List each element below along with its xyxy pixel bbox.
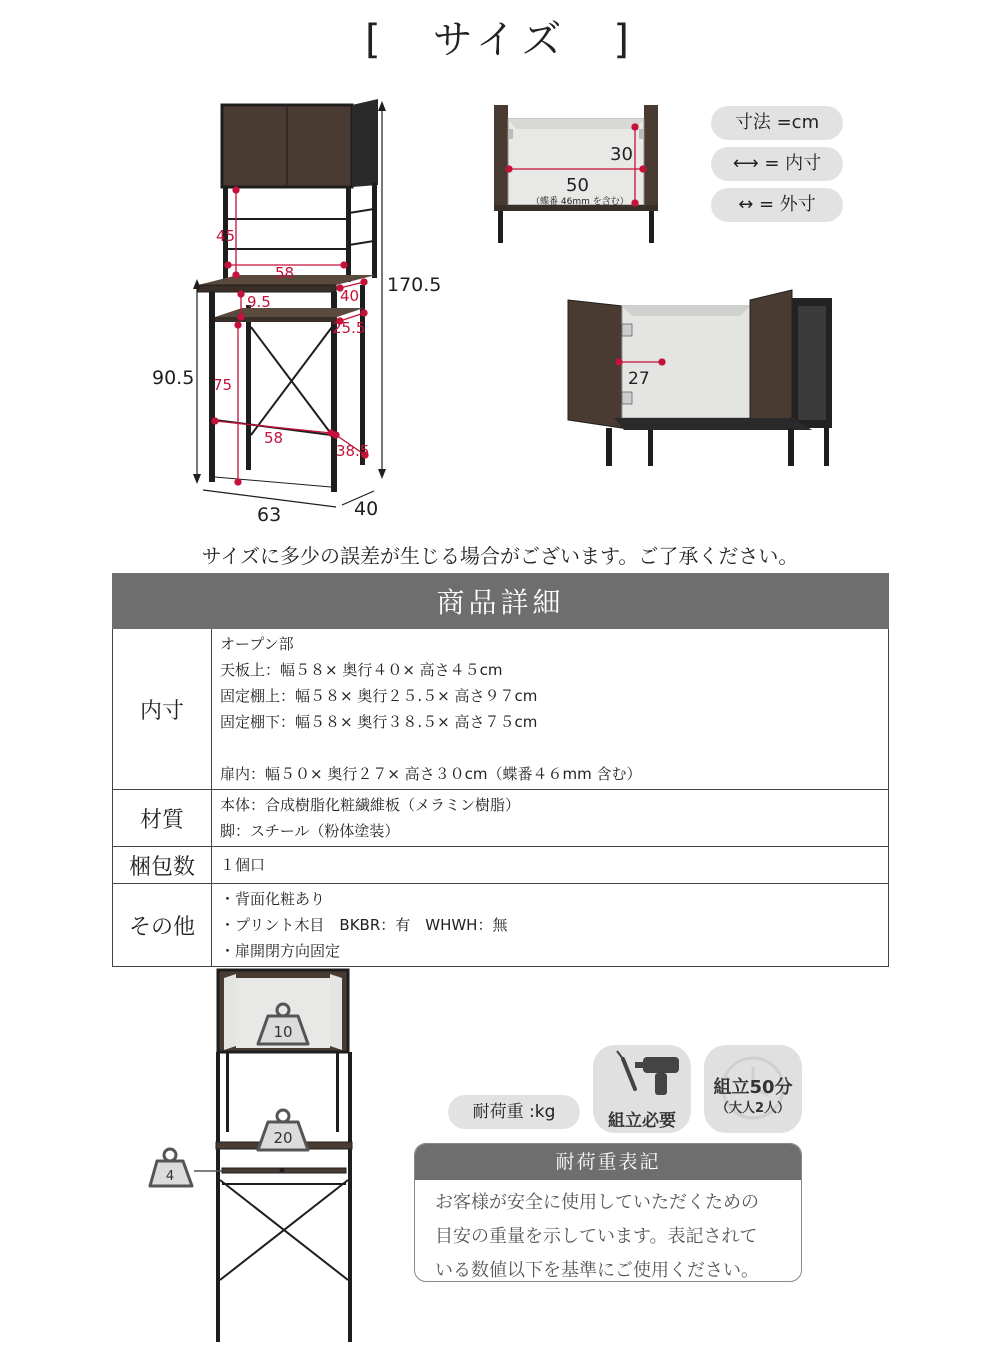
- spec-label: その他: [113, 884, 212, 967]
- spec-line: ・プリント木目 BKBR：有 WHWH：無: [220, 916, 508, 934]
- spec-line: オープン部: [220, 635, 294, 653]
- spec-label: 内寸: [113, 629, 212, 790]
- dim-open-height: 45: [216, 227, 236, 245]
- dim-shelf-gap: 9.5: [247, 293, 271, 311]
- legend-inner: ⟷ = 内寸: [711, 147, 843, 181]
- rack-middle-shelf: [215, 317, 337, 322]
- spec-line: １個口: [220, 856, 266, 874]
- page-title: [ サイズ ]: [364, 17, 635, 63]
- dim-lower-width: 58: [264, 429, 284, 447]
- weight-icon-lower: [150, 1149, 192, 1186]
- weight-top-shelf: 20: [273, 1129, 293, 1147]
- cabinet-depth: 27: [628, 369, 650, 389]
- dim-lower-total-height: 90.5: [152, 367, 195, 389]
- spec-label: 材質: [113, 790, 212, 847]
- spec-line: ・扉開閉方向固定: [220, 942, 341, 960]
- cabinet-height: 30: [610, 144, 633, 165]
- assembly-time-badge: [704, 1045, 802, 1133]
- load-notice-title: 耐荷重表記: [415, 1144, 801, 1180]
- spec-line: 扉内：幅５０× 奥行２７× 高さ３０cm（蝶番４６mm 含む）: [220, 765, 642, 783]
- spec-line: ・背面化粧あり: [220, 890, 326, 908]
- legend-outer: ↔ = 外寸: [711, 188, 843, 222]
- rack-top-board: [198, 285, 336, 292]
- rack-cabinet-side: [352, 99, 378, 187]
- cabinet-width: 50: [566, 175, 589, 196]
- dim-depth: 40: [354, 498, 379, 520]
- dim-top-depth: 40: [340, 287, 360, 305]
- legend-unit: 寸法 =cm: [711, 106, 843, 140]
- spec-line: 固定棚上：幅５８× 奥行２５.５× 高さ９７cm: [220, 687, 538, 705]
- spec-line: 脚：スチール（粉体塗装）: [220, 822, 400, 840]
- spec-row-packages: [113, 847, 889, 884]
- spec-title: 商品詳細: [113, 574, 889, 629]
- weight-lower-shelf: 4: [165, 1169, 175, 1184]
- spec-row-other: [113, 884, 889, 967]
- load-notice-line: お客様が安全に使用していただくための: [435, 1192, 759, 1213]
- spec-line: 固定棚下：幅５８× 奥行３８.５× 高さ７５cm: [220, 713, 538, 731]
- dim-lower-height: 75: [213, 376, 233, 394]
- assembly-required-badge: [593, 1045, 691, 1133]
- spec-label: 梱包数: [113, 847, 212, 884]
- load-unit-label: 耐荷重 :kg: [448, 1095, 580, 1129]
- drill-icon: [593, 1045, 691, 1101]
- size-note: サイズに多少の誤差が生じる場合がございます。ご了承ください。: [201, 544, 799, 568]
- dim-width: 63: [257, 504, 282, 526]
- dim-lower-depth: 38.5: [336, 442, 370, 460]
- spec-row-inner: [113, 629, 889, 790]
- spec-line: 本体：合成樹脂化粧繊維板（メラミン樹脂）: [220, 796, 521, 814]
- assembly-time: 組立50分: [713, 1077, 793, 1098]
- rack-dimension-diagram: [140, 95, 460, 530]
- spec-line: 天板上：幅５８× 奥行４０× 高さ４５cm: [220, 661, 503, 679]
- load-capacity-diagram: [140, 962, 370, 1347]
- load-notice-box: [414, 1143, 802, 1282]
- dim-open-width: 58: [275, 264, 295, 282]
- cabinet-hinge-note: （蝶番 46mm を含む）: [531, 197, 629, 207]
- weight-icon-top: [258, 1110, 308, 1150]
- cabinet-open-diagram: [564, 288, 840, 468]
- weight-cabinet: 10: [273, 1023, 293, 1041]
- spec-table: [112, 573, 889, 967]
- assembly-people: （大人2人）: [715, 1101, 791, 1116]
- load-notice-line: いる数値以下を基準にご使用ください。: [435, 1260, 759, 1281]
- dim-total-height: 170.5: [387, 274, 442, 296]
- cabinet-front-diagram: [494, 105, 664, 245]
- spec-line: [220, 735, 880, 761]
- dim-mid-depth: 25.5: [332, 319, 366, 337]
- spec-row-material: [113, 790, 889, 847]
- assembly-required-label: 組立必要: [608, 1111, 676, 1131]
- load-notice-line: 目安の重量を示しています。表記されて: [435, 1226, 758, 1247]
